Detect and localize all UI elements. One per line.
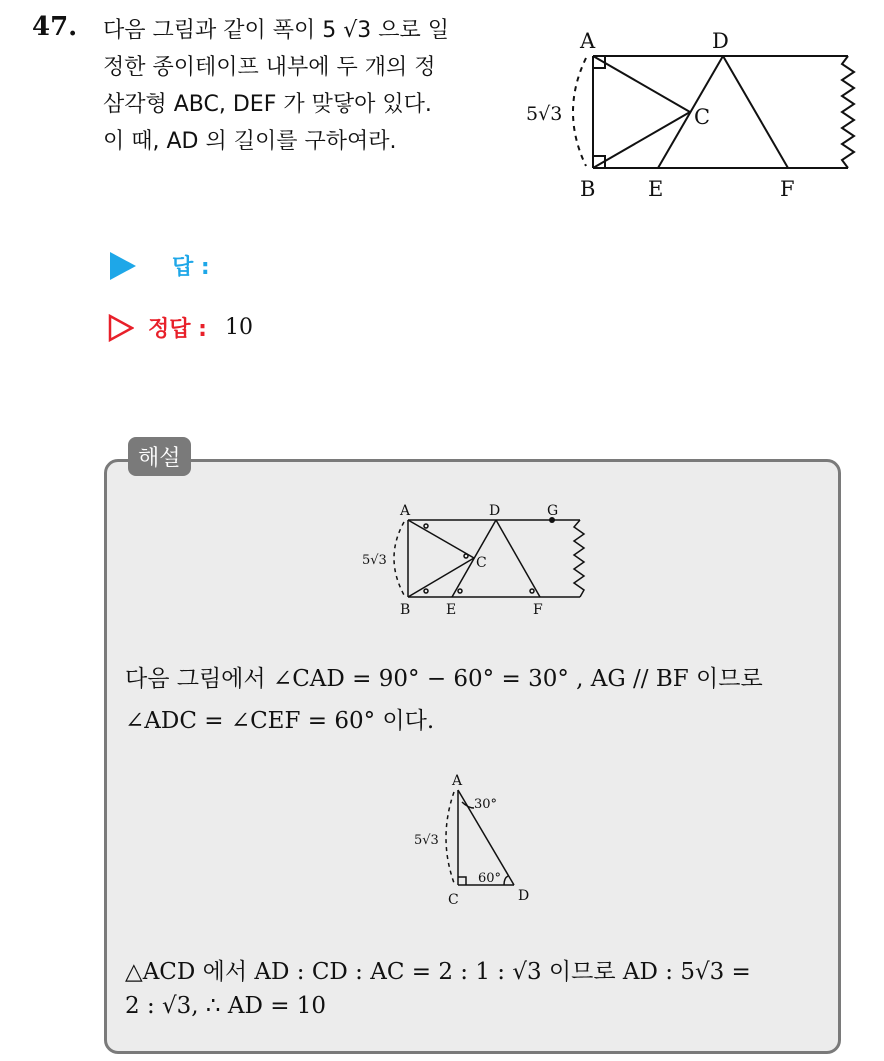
fig1-label-c: C (694, 105, 711, 129)
fig1-width-label: 5√3 (526, 103, 563, 125)
question-text (103, 12, 508, 160)
fig2-label-f: F (533, 602, 543, 618)
solution-figure-2 (410, 770, 550, 910)
fig1-label-b: B (580, 177, 596, 201)
question-line-1: 다음 그림과 같이 폭이 5 √3 으로 일 (103, 18, 449, 43)
fig2-label-a: A (400, 503, 411, 519)
fig2-label-e: E (446, 602, 457, 618)
solution-line-3: △ACD 에서 AD : CD : AC = 2 : 1 : √3 이므로 AD : 5√3 = (125, 959, 751, 985)
solution-figure-1 (360, 500, 600, 620)
fig3-angle-a: 30° (474, 797, 498, 812)
fig1-label-e: E (648, 177, 664, 201)
fig3-label-d: D (518, 888, 530, 904)
fig3-label-a: A (452, 773, 463, 789)
solution-line-1: 다음 그림에서 ∠CAD = 90° − 60° = 30° , AG // BF 이므로 (125, 666, 763, 692)
solution-badge: 해설 (128, 437, 191, 476)
question-number: 47. (32, 12, 78, 42)
correct-answer-row (108, 312, 253, 343)
fig3-angle-d: 60° (478, 871, 502, 886)
fig2-width-label: 5√3 (362, 553, 387, 568)
play-icon (110, 252, 136, 280)
solution-line-4: 2 : √3, ∴ AD = 10 (125, 993, 327, 1019)
question-line-3: 삼각형 ABC, DEF 가 맞닿아 있다. (103, 92, 432, 117)
fig1-label-d: D (712, 29, 729, 53)
outline-triangle-icon (108, 314, 134, 342)
question-line-4: 이 때, AD 의 길이를 구하여라. (103, 129, 397, 154)
fig3-side-label: 5√3 (414, 833, 439, 848)
correct-value: 10 (224, 315, 253, 340)
fig2-label-b: B (400, 602, 411, 618)
fig2-label-g: G (547, 503, 559, 519)
answer-row (110, 250, 210, 281)
question-figure (520, 20, 860, 210)
correct-label: 정답 : (148, 317, 207, 342)
question-line-2: 정한 종이테이프 내부에 두 개의 정 (103, 55, 436, 80)
fig1-label-f: F (780, 177, 795, 201)
solution-line-2: ∠ADC = ∠CEF = 60° 이다. (125, 708, 435, 734)
fig1-label-a: A (580, 29, 596, 53)
fig3-label-c: C (448, 892, 459, 908)
answer-label: 답 : (172, 255, 210, 280)
fig2-label-c: C (476, 555, 487, 571)
fig2-label-d: D (489, 503, 501, 519)
